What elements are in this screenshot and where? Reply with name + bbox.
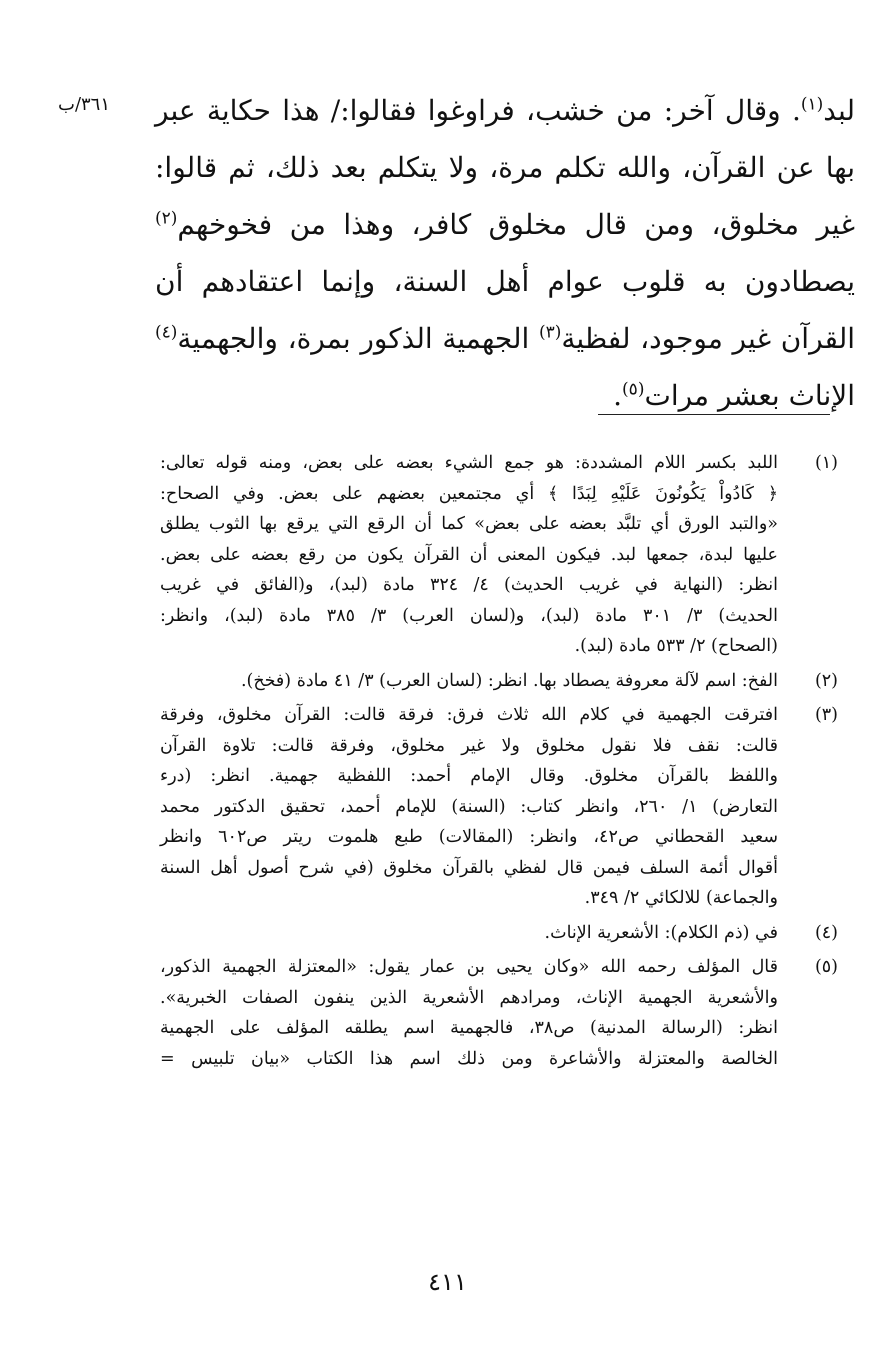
main-text-segment: . وقال آخر: من خشب، فراوغوا فقالوا:/ هذا حكاية (206, 94, 801, 127)
footnote-number: (٣) (814, 705, 838, 725)
page-number: ٤١١ (428, 1268, 467, 1296)
footnote-ref-4[interactable]: (٤) (155, 322, 178, 343)
main-text-segment: قالوا: غير مخلوق، ومن قال مخلوق كافر، وهذا من (155, 151, 855, 241)
footnote-line: الفخ: اسم لآلة معروفة يصطاد بها. انظر: (لسان العرب) ٣/ ٤١ مادة (فخخ). (240, 670, 778, 691)
main-paragraph (155, 82, 855, 424)
footnote-line: الخالصة والمعتزلة والأشاعرة ومن ذلك اسم هذا الكتاب «بيان تلبيس = (160, 1048, 778, 1069)
footnote-line: «والتبد الورق أي تلبَّد بعضه على بعض» كما أن الرقع التي يرقع بها الثوب يطلق (160, 514, 778, 534)
footnote-line: ﴿ كَادُواْ يَكُونُونَ عَلَيْهِ لِبَدًا ﴾ أي مجتمعين بعضهم على بعض. وفي الصحاح: (160, 483, 778, 504)
footnote-number: (٤) (814, 922, 838, 943)
footnote-number: (١) (814, 453, 838, 473)
footnote-ref-2[interactable]: (٢) (155, 208, 178, 229)
footnote-line: اللبد بكسر اللام المشددة: هو جمع الشيء بعضه على بعض، ومنه قوله تعالى: (160, 453, 778, 473)
main-text-segment: أن القرآن غير موجود، لفظية (155, 265, 856, 355)
footnote-4 (160, 918, 838, 949)
footnotes-section (160, 448, 838, 1078)
footnote-number: (٢) (814, 670, 838, 691)
footnote-line: افترقت الجهمية في كلام الله ثلاث فرق: فرقة قالت: القرآن مخلوق، وفرقة (160, 705, 778, 725)
footnote-line: والأشعرية الجهمية الإناث، ومرادهم الأشعرية الذين ينفون الصفات الخبرية». (160, 987, 778, 1008)
main-text-segment: الإناث بعشر مرات (644, 379, 855, 412)
footnote-3 (160, 700, 838, 914)
footnote-line: في (ذم الكلام): الأشعرية الإناث. (544, 922, 778, 943)
footnote-5 (160, 952, 838, 1074)
footnote-line: عليها لبدة، جمعها لبد. فيكون المعنى أن القرآن يكون من رقع بعضه على بعض. (160, 544, 778, 565)
footnote-line: والجماعة) للالكائي ٢/ ٣٤٩. (584, 888, 778, 908)
main-text-segment: . (613, 379, 623, 412)
footnote-line: الحديث) ٣/ ٣٠١ مادة (لبد)، و(لسان العرب) ٣/ ٣٨٥ مادة (لبد)، وانظر: (160, 605, 778, 626)
footnote-line: واللفظ بالقرآن مخلوق. وقال الإمام أحمد: اللفظية جهمية. انظر: (درء (160, 766, 778, 786)
footnote-line: أقوال أئمة السلف فيمن قال لفظي بالقرآن مخلوق (في شرح أصول أهل السنة (160, 857, 778, 878)
footnote-ref-3[interactable]: (٣) (538, 322, 562, 343)
main-text-segment: فخوخهم (177, 208, 273, 241)
footnote-line: (الصحاح) ٢/ ٥٣٣ مادة (لبد). (574, 636, 778, 656)
main-text-segment: الجهمية الذكور بمرة، (287, 322, 539, 355)
footnote-line: قال المؤلف رحمه الله «وكان يحيى بن عمار يقول: «المعتزلة الجهمية الذكور، (160, 957, 778, 977)
main-text-segment: عبر بها عن القرآن، والله تكلم مرة، ولا يتكلم بعد ذلك، ثم (155, 94, 855, 184)
footnote-line: قالت: نقف فلا نقول مخلوق ولا غير مخلوق، وفرقة قالت: تلاوة القرآن (160, 735, 778, 756)
footnote-2 (160, 666, 838, 697)
footnote-line: التعارض) ١/ ٢٦٠، وانظر كتاب: (السنة) للإمام أحمد، تحقيق الدكتور محمد (160, 796, 778, 817)
footnote-number: (٥) (814, 957, 838, 977)
footnote-separator (598, 414, 830, 415)
footnote-line: انظر: (النهاية في غريب الحديث) ٤/ ٣٢٤ مادة (لبد)، و(الفائق في غريب (160, 575, 778, 595)
footnote-ref-5[interactable]: (٥) (622, 379, 645, 400)
footnote-line: سعيد القحطاني ص٤٢، وانظر: (المقالات) طبع هلموت ريتر ص٦٠٢ وانظر (160, 827, 778, 847)
main-text-segment: يصطادون به قلوب عوام أهل السنة، وإنما اعتقادهم (201, 265, 855, 298)
footnote-line: انظر: (الرسالة المدنية) ص٣٨، فالجهمية اسم يطلقه المؤلف على الجهمية (160, 1018, 778, 1038)
main-text-segment: والجهمية (177, 322, 278, 355)
main-text-segment: لبد (823, 94, 855, 127)
manuscript-folio-note: ٣٦١/ب (58, 94, 111, 115)
footnote-1 (160, 448, 838, 662)
footnote-ref-1[interactable]: (١) (800, 94, 824, 115)
main-text-block (155, 82, 855, 424)
